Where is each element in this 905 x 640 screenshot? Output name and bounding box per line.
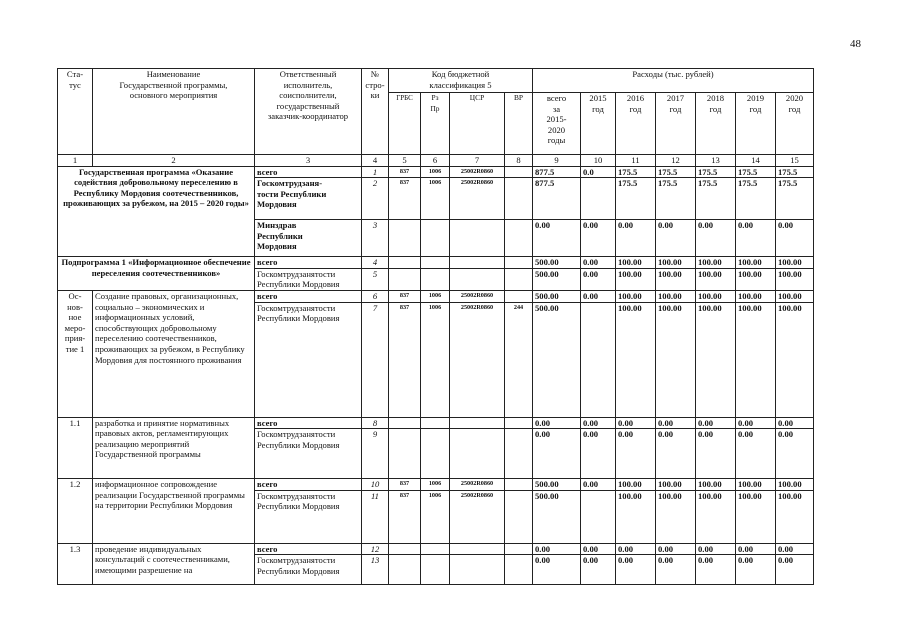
table-row xyxy=(58,257,814,269)
responsible-cell: всего xyxy=(255,417,362,429)
responsible-cell: всего xyxy=(255,166,362,178)
amount-total: 0.00 xyxy=(533,417,581,429)
code-csr xyxy=(450,257,505,269)
row-number: 13 xyxy=(362,555,389,585)
amount-y2015 xyxy=(581,302,616,417)
amount-y2020: 100.00 xyxy=(776,479,814,491)
code-rz: 1006 xyxy=(421,302,450,417)
code-vr xyxy=(505,479,533,491)
header-rzpr: Рз Пр xyxy=(421,93,450,155)
amount-y2017: 0.00 xyxy=(656,429,696,479)
amount-y2020: 0.00 xyxy=(776,220,814,257)
row-number: 2 xyxy=(362,178,389,220)
code-vr xyxy=(505,178,533,220)
amount-y2017: 100.00 xyxy=(656,479,696,491)
responsible-cell: Госкомтрудзанятости Республики Мордовия xyxy=(255,302,362,417)
code-vr xyxy=(505,543,533,555)
amount-y2020: 100.00 xyxy=(776,268,814,290)
code-rz xyxy=(421,543,450,555)
amount-y2015 xyxy=(581,490,616,543)
amount-y2018: 0.00 xyxy=(696,220,736,257)
amount-y2018: 100.00 xyxy=(696,290,736,302)
amount-y2015: 0.00 xyxy=(581,257,616,269)
colnum: 15 xyxy=(776,155,814,167)
header-2017: 2017 год xyxy=(656,93,696,155)
code-csr xyxy=(450,268,505,290)
amount-y2019: 0.00 xyxy=(736,429,776,479)
amount-y2015: 0.00 xyxy=(581,290,616,302)
row-status: 1.3 xyxy=(58,543,93,585)
amount-y2015 xyxy=(581,178,616,220)
header-name: Наименование Государственной программы, основного мероприятия xyxy=(93,69,255,155)
header-2019: 2019 год xyxy=(736,93,776,155)
amount-y2019: 100.00 xyxy=(736,490,776,543)
amount-y2018: 100.00 xyxy=(696,490,736,543)
amount-y2019: 100.00 xyxy=(736,257,776,269)
header-expenses: Расходы (тыс. рублей) xyxy=(533,69,814,93)
colnum: 9 xyxy=(533,155,581,167)
row-number: 9 xyxy=(362,429,389,479)
header-2018: 2018 год xyxy=(696,93,736,155)
table-row xyxy=(58,290,814,302)
amount-y2018: 0.00 xyxy=(696,555,736,585)
code-rz xyxy=(421,257,450,269)
code-rz: 1006 xyxy=(421,479,450,491)
code-grbs: 837 xyxy=(389,479,421,491)
colnum: 14 xyxy=(736,155,776,167)
code-rz xyxy=(421,220,450,257)
header-2020: 2020 год xyxy=(776,93,814,155)
amount-y2017: 100.00 xyxy=(656,268,696,290)
row-number: 11 xyxy=(362,490,389,543)
code-csr: 25002R0860 xyxy=(450,302,505,417)
colnum: 3 xyxy=(255,155,362,167)
row-name: Создание правовых, организационных, социально – экономических и информационных условий, способствующих добровольному переселению соотечественников, проживающих за рубежом, в Республику Мордовия для постоянного проживания xyxy=(93,290,255,417)
code-rz xyxy=(421,555,450,585)
header-status: Ста- тус xyxy=(58,69,93,155)
amount-y2020: 0.00 xyxy=(776,429,814,479)
amount-total: 500.00 xyxy=(533,302,581,417)
responsible-cell: всего xyxy=(255,290,362,302)
row-name: Государственная программа «Оказание содействия добровольному переселению в Республику Мордовия соотечественников, проживающих за рубежом, на 2015 – 2020 годы» xyxy=(58,166,255,257)
amount-y2019: 0.00 xyxy=(736,417,776,429)
amount-y2015: 0.00 xyxy=(581,417,616,429)
header-rownum: № стро- ки xyxy=(362,69,389,155)
row-status: 1.1 xyxy=(58,417,93,479)
responsible-cell: Госкомтрудзанятости Республики Мордовия xyxy=(255,429,362,479)
code-csr: 25002R0860 xyxy=(450,178,505,220)
amount-y2020: 100.00 xyxy=(776,302,814,417)
code-grbs xyxy=(389,417,421,429)
code-rz xyxy=(421,268,450,290)
amount-total: 877.5 xyxy=(533,166,581,178)
row-number: 7 xyxy=(362,302,389,417)
code-csr xyxy=(450,220,505,257)
amount-total: 500.00 xyxy=(533,257,581,269)
amount-y2018: 100.00 xyxy=(696,479,736,491)
row-number: 5 xyxy=(362,268,389,290)
amount-y2016: 100.00 xyxy=(616,490,656,543)
amount-y2018: 100.00 xyxy=(696,302,736,417)
amount-y2020: 0.00 xyxy=(776,417,814,429)
amount-y2017: 100.00 xyxy=(656,302,696,417)
row-number: 1 xyxy=(362,166,389,178)
header-responsible: Ответственный исполнитель, соисполнители, государственный заказчик-координатор xyxy=(255,69,362,155)
code-rz: 1006 xyxy=(421,490,450,543)
amount-y2017: 100.00 xyxy=(656,290,696,302)
row-name: проведение индивидуальных консультаций с соотечественниками, имеющими разрешение на xyxy=(93,543,255,585)
amount-y2016: 0.00 xyxy=(616,555,656,585)
amount-y2017: 0.00 xyxy=(656,417,696,429)
code-csr: 25002R0860 xyxy=(450,490,505,543)
amount-y2019: 0.00 xyxy=(736,220,776,257)
amount-y2016: 100.00 xyxy=(616,290,656,302)
code-csr xyxy=(450,555,505,585)
code-rz: 1006 xyxy=(421,290,450,302)
code-rz xyxy=(421,429,450,479)
header-vr: ВР xyxy=(505,93,533,155)
code-grbs xyxy=(389,257,421,269)
responsible-cell: всего xyxy=(255,543,362,555)
colnum: 13 xyxy=(696,155,736,167)
amount-y2015: 0.00 xyxy=(581,555,616,585)
amount-y2016: 0.00 xyxy=(616,220,656,257)
amount-y2018: 0.00 xyxy=(696,417,736,429)
row-number: 10 xyxy=(362,479,389,491)
amount-total: 0.00 xyxy=(533,555,581,585)
amount-y2018: 175.5 xyxy=(696,178,736,220)
responsible-cell: Госкомтрудзанятости Республики Мордовия xyxy=(255,268,362,290)
table-row xyxy=(58,543,814,555)
code-csr: 25002R0860 xyxy=(450,290,505,302)
amount-y2018: 175.5 xyxy=(696,166,736,178)
colnum: 12 xyxy=(656,155,696,167)
amount-y2020: 0.00 xyxy=(776,543,814,555)
colnum: 5 xyxy=(389,155,421,167)
amount-total: 0.00 xyxy=(533,220,581,257)
amount-y2015: 0.00 xyxy=(581,220,616,257)
amount-y2019: 175.5 xyxy=(736,178,776,220)
amount-y2015: 0.00 xyxy=(581,543,616,555)
code-grbs: 837 xyxy=(389,178,421,220)
code-vr xyxy=(505,166,533,178)
code-csr xyxy=(450,429,505,479)
amount-y2017: 100.00 xyxy=(656,257,696,269)
amount-y2019: 100.00 xyxy=(736,479,776,491)
amount-total: 0.00 xyxy=(533,543,581,555)
code-vr xyxy=(505,490,533,543)
code-csr xyxy=(450,543,505,555)
responsible-cell: Госкомтрудзанятости Республики Мордовия xyxy=(255,490,362,543)
row-number: 12 xyxy=(362,543,389,555)
amount-y2015: 0.00 xyxy=(581,429,616,479)
amount-y2017: 175.5 xyxy=(656,178,696,220)
row-status: 1.2 xyxy=(58,479,93,544)
responsible-cell: Госкомтрудзаня- тости Республики Мордовия xyxy=(255,178,362,220)
amount-y2017: 175.5 xyxy=(656,166,696,178)
row-status: Ос- нов- ное меро- прия- тие 1 xyxy=(58,290,93,417)
row-number: 4 xyxy=(362,257,389,269)
code-csr: 25002R0860 xyxy=(450,479,505,491)
amount-y2019: 175.5 xyxy=(736,166,776,178)
code-vr xyxy=(505,268,533,290)
code-vr xyxy=(505,257,533,269)
amount-y2016: 100.00 xyxy=(616,479,656,491)
code-rz xyxy=(421,417,450,429)
code-rz: 1006 xyxy=(421,178,450,220)
amount-y2018: 0.00 xyxy=(696,429,736,479)
amount-total: 500.00 xyxy=(533,490,581,543)
code-grbs xyxy=(389,220,421,257)
amount-y2020: 175.5 xyxy=(776,178,814,220)
amount-y2016: 100.00 xyxy=(616,257,656,269)
amount-y2016: 0.00 xyxy=(616,429,656,479)
header-2016: 2016 год xyxy=(616,93,656,155)
amount-y2019: 100.00 xyxy=(736,302,776,417)
colnum: 2 xyxy=(93,155,255,167)
amount-y2018: 100.00 xyxy=(696,268,736,290)
amount-y2020: 100.00 xyxy=(776,490,814,543)
amount-y2016: 175.5 xyxy=(616,166,656,178)
code-vr xyxy=(505,417,533,429)
colnum: 7 xyxy=(450,155,505,167)
code-grbs: 837 xyxy=(389,290,421,302)
amount-y2015: 0.00 xyxy=(581,268,616,290)
amount-y2019: 100.00 xyxy=(736,290,776,302)
amount-y2016: 175.5 xyxy=(616,178,656,220)
amount-y2020: 0.00 xyxy=(776,555,814,585)
amount-y2016: 100.00 xyxy=(616,268,656,290)
amount-y2016: 100.00 xyxy=(616,302,656,417)
header-grbs: ГРБС xyxy=(389,93,421,155)
code-grbs xyxy=(389,268,421,290)
colnum: 8 xyxy=(505,155,533,167)
amount-y2020: 100.00 xyxy=(776,257,814,269)
colnum: 4 xyxy=(362,155,389,167)
page-number: 48 xyxy=(850,38,861,50)
header-2015: 2015 год xyxy=(581,93,616,155)
row-name: Подпрограмма 1 «Информационное обеспечение переселения соотечественников» xyxy=(58,257,255,291)
code-grbs: 837 xyxy=(389,490,421,543)
budget-table xyxy=(57,68,814,585)
code-csr xyxy=(450,417,505,429)
amount-y2016: 0.00 xyxy=(616,543,656,555)
amount-y2019: 100.00 xyxy=(736,268,776,290)
row-number: 8 xyxy=(362,417,389,429)
amount-y2016: 0.00 xyxy=(616,417,656,429)
row-name: разработка и принятие нормативных правовых актов, регламентирующих реализацию мероприятий Государственной программы xyxy=(93,417,255,479)
amount-y2020: 100.00 xyxy=(776,290,814,302)
code-vr xyxy=(505,290,533,302)
header-budget-code: Код бюджетной классификация 5 xyxy=(389,69,533,93)
code-grbs: 837 xyxy=(389,166,421,178)
table-row xyxy=(58,166,814,178)
amount-total: 500.00 xyxy=(533,290,581,302)
row-name: информационное сопровождение реализации Государственной программы на территории Республики Мордовия xyxy=(93,479,255,544)
amount-total: 500.00 xyxy=(533,268,581,290)
amount-y2019: 0.00 xyxy=(736,555,776,585)
code-grbs xyxy=(389,429,421,479)
colnum: 1 xyxy=(58,155,93,167)
row-number: 6 xyxy=(362,290,389,302)
responsible-cell: всего xyxy=(255,479,362,491)
responsible-cell: Госкомтрудзанятости Республики Мордовия xyxy=(255,555,362,585)
code-grbs xyxy=(389,555,421,585)
amount-y2020: 175.5 xyxy=(776,166,814,178)
amount-y2017: 0.00 xyxy=(656,220,696,257)
amount-y2017: 0.00 xyxy=(656,555,696,585)
colnum: 11 xyxy=(616,155,656,167)
code-rz: 1006 xyxy=(421,166,450,178)
code-vr xyxy=(505,555,533,585)
amount-total: 500.00 xyxy=(533,479,581,491)
code-vr xyxy=(505,429,533,479)
amount-total: 0.00 xyxy=(533,429,581,479)
amount-y2017: 0.00 xyxy=(656,543,696,555)
table-row xyxy=(58,417,814,429)
header-csr: ЦСР xyxy=(450,93,505,155)
amount-y2019: 0.00 xyxy=(736,543,776,555)
amount-total: 877.5 xyxy=(533,178,581,220)
colnum: 6 xyxy=(421,155,450,167)
responsible-cell: Минздрав Республики Мордовия xyxy=(255,220,362,257)
code-grbs xyxy=(389,543,421,555)
amount-y2018: 100.00 xyxy=(696,257,736,269)
amount-y2015: 0.00 xyxy=(581,479,616,491)
code-csr: 25002R0860 xyxy=(450,166,505,178)
code-grbs: 837 xyxy=(389,302,421,417)
amount-y2017: 100.00 xyxy=(656,490,696,543)
header-total: всего за 2015- 2020 годы xyxy=(533,93,581,155)
table-row xyxy=(58,479,814,491)
colnum: 10 xyxy=(581,155,616,167)
code-vr: 244 xyxy=(505,302,533,417)
amount-y2018: 0.00 xyxy=(696,543,736,555)
row-number: 3 xyxy=(362,220,389,257)
amount-y2015: 0.0 xyxy=(581,166,616,178)
responsible-cell: всего xyxy=(255,257,362,269)
code-vr xyxy=(505,220,533,257)
